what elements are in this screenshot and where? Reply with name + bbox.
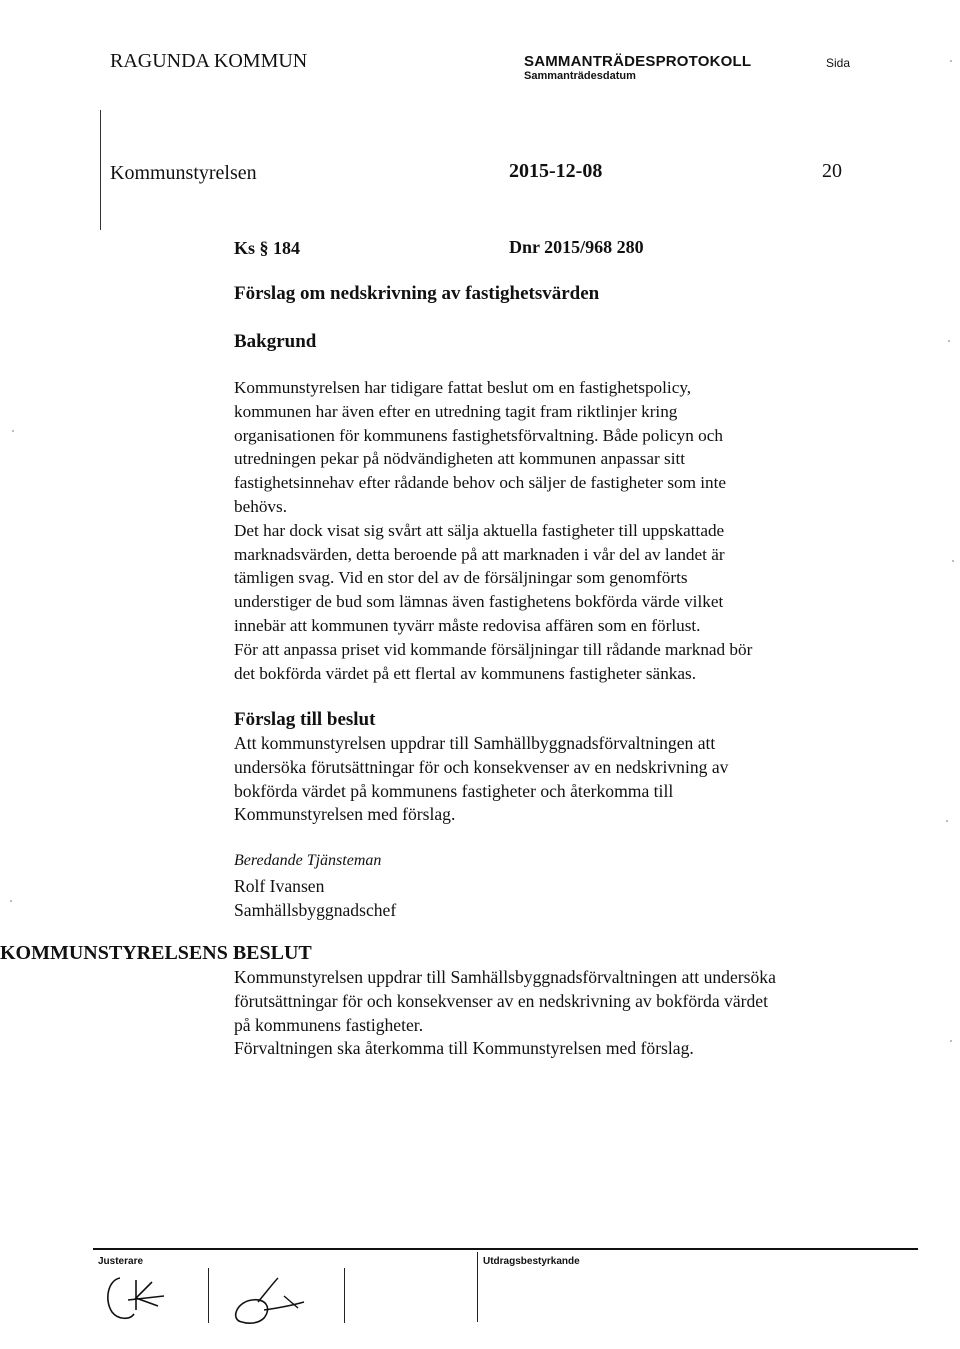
proposal-heading: Förslag till beslut — [234, 709, 376, 730]
scan-speck — [946, 820, 948, 822]
page-label: Sida — [826, 56, 851, 70]
page-number: 20 — [822, 160, 842, 182]
proposal-line: Kommunstyrelsen med förslag. — [234, 804, 456, 825]
footer-rule — [93, 1248, 918, 1250]
proposal-line: bokförda värdet på kommunens fastigheter och återkomma till — [234, 780, 674, 801]
organization-name: RAGUNDA KOMMUN — [110, 50, 308, 72]
body-name: Kommunstyrelsen — [110, 162, 257, 184]
background-line: det bokförda värdet på ett flertal av kommunens fastigheter sänkas. — [234, 663, 696, 683]
decision-line: förutsättningar för och konsekvenser av en nedskrivning av bokförda värdet — [234, 990, 768, 1011]
background-line: behövs. — [234, 496, 287, 516]
header-divider — [100, 110, 101, 230]
background-heading: Bakgrund — [234, 331, 317, 352]
decision-line: på kommunens fastigheter. — [234, 1014, 424, 1035]
footer-divider — [477, 1252, 478, 1322]
initials-signature-1 — [100, 1270, 180, 1330]
officer-title: Samhällsbyggnadschef — [234, 900, 397, 920]
background-line: Det har dock visat sig svårt att sälja aktuella fastigheter till uppskattade — [234, 520, 725, 540]
officer-role: Beredande Tjänsteman — [234, 852, 382, 869]
utdragsbestyrkande-label: Utdragsbestyrkande — [483, 1256, 580, 1267]
proposal-line: undersöka förutsättningar för och konsekvenser av en nedskrivning av — [234, 756, 729, 777]
decision-line: Kommunstyrelsen uppdrar till Samhällsbyggnadsförvaltningen att undersöka — [234, 967, 776, 987]
initials-signature-2 — [228, 1272, 318, 1332]
background-line: Kommunstyrelsen har tidigare fattat beslut om en fastighetspolicy, — [234, 378, 692, 397]
scan-speck — [10, 900, 12, 902]
background-line: tämligen svag. Vid en stor del av de försäljningar som genomförts — [234, 568, 688, 588]
background-line: utredningen pekar på nödvändigheten att kommunen anpassar sitt — [234, 449, 686, 469]
footer-divider — [208, 1268, 209, 1323]
background-line: marknadsvärden, detta beroende på att marknaden i vår del av landet är — [234, 544, 725, 564]
proposal-line: Att kommunstyrelsen uppdrar till Samhällbyggnadsförvaltningen att — [234, 733, 716, 753]
background-line: För att anpassa priset vid kommande försäljningar till rådande marknad bör — [234, 639, 753, 659]
background-text — [234, 376, 854, 685]
background-line: kommunen har även efter en utredning tagit fram riktlinjer kring — [234, 401, 678, 421]
scan-speck — [948, 340, 950, 342]
footer-divider — [344, 1268, 345, 1323]
background-line: organisationen för kommunens fastighetsförvaltning. Både policyn och — [234, 425, 723, 445]
meeting-date: 2015-12-08 — [509, 160, 603, 182]
scan-speck — [950, 1040, 952, 1042]
decision-heading: KOMMUNSTYRELSENS BESLUT — [0, 942, 312, 964]
decision-text — [234, 966, 854, 1061]
officer-name: Rolf Ivansen — [234, 876, 325, 896]
proposal-text — [234, 732, 854, 827]
scan-speck — [950, 60, 952, 62]
scan-speck — [12, 430, 14, 432]
scan-speck — [952, 560, 954, 562]
justerare-label: Justerare — [98, 1256, 144, 1267]
case-title: Förslag om nedskrivning av fastighetsvärden — [234, 283, 600, 304]
meeting-date-label: Sammanträdesdatum — [524, 70, 636, 82]
protocol-title: SAMMANTRÄDESPROTOKOLL — [524, 53, 752, 70]
decision-line: Förvaltningen ska återkomma till Kommunstyrelsen med förslag. — [234, 1038, 694, 1059]
case-number: Ks § 184 — [234, 238, 301, 258]
diary-number: Dnr 2015/968 280 — [509, 237, 644, 257]
background-line: innebär att kommunen tyvärr måste redovisa affären som en förlust. — [234, 615, 701, 635]
background-line: fastighetsinnehav efter rådande behov och säljer de fastigheter som inte — [234, 473, 727, 493]
background-line: understiger de bud som lämnas även fastighetens bokförda värde vilket — [234, 592, 724, 612]
